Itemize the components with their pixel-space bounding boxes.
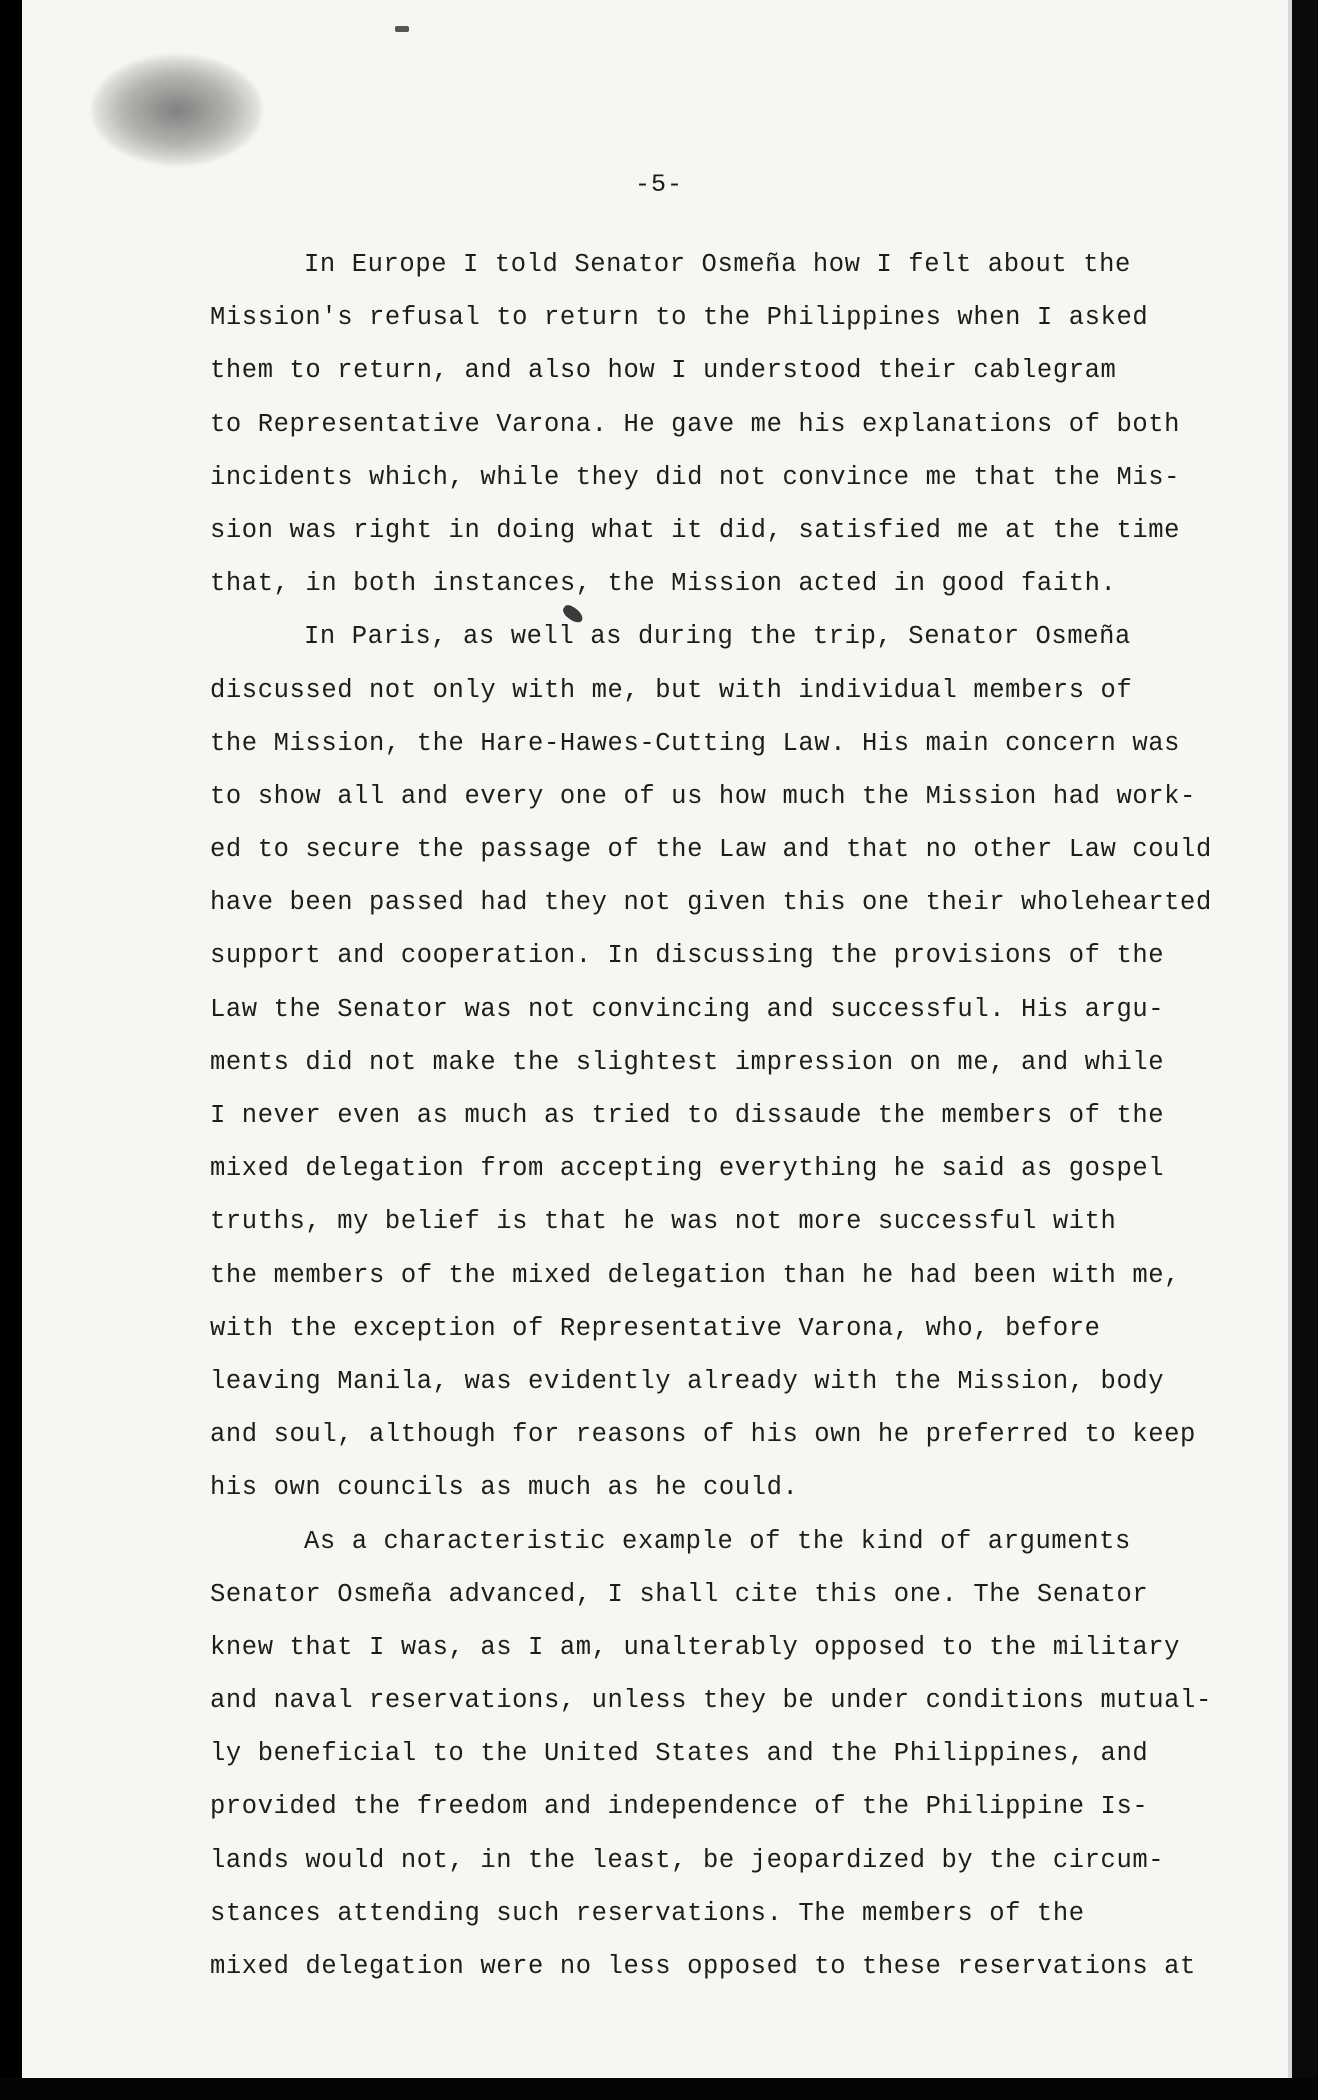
text-line: As a characteristic example of the kind of arguments [304, 1526, 1131, 1556]
ink-smudge [92, 55, 262, 165]
text-line: sion was right in doing what it did, satisfied me at the time [210, 515, 1181, 545]
text-line: that, in both instances, the Mission acted in good faith. [210, 569, 1117, 599]
text-line: lands would not, in the least, be jeopardized by the circum- [210, 1845, 1165, 1875]
text-line: them to return, and also how I understood their cablegram [210, 356, 1117, 386]
text-line: discussed not only with me, but with individual members of [210, 675, 1133, 705]
text-line: stances attending such reservations. The members of the [210, 1898, 1085, 1928]
text-line: the members of the mixed delegation than he had been with me, [210, 1260, 1181, 1290]
text-line: mixed delegation from accepting everything he said as gospel [210, 1154, 1165, 1184]
page-number: -5- [634, 170, 683, 199]
text-line: In Paris, as well as during the trip, Senator Osmeña [304, 622, 1131, 652]
text-line: Mission's refusal to return to the Philippines when I asked [210, 303, 1149, 333]
text-line: with the exception of Representative Varona, who, before [210, 1313, 1101, 1343]
text-line: I never even as much as tried to dissaude the members of the [210, 1101, 1165, 1130]
text-line: his own councils as much as he could. [210, 1473, 799, 1503]
text-line: and soul, although for reasons of his own he preferred to keep [210, 1420, 1196, 1450]
text-line: incidents which, while they did not convince me that the Mis- [210, 462, 1181, 492]
text-line: support and cooperation. In discussing the provisions of the [210, 941, 1165, 971]
text-line: the Mission, the Hare-Hawes-Cutting Law. His main concern was [210, 728, 1181, 758]
text-line: have been passed had they not given this one their wholehearted [210, 888, 1212, 918]
text-line: Law the Senator was not convincing and successful. His argu- [210, 994, 1165, 1024]
text-line: leaving Manila, was evidently already with the Mission, body [210, 1366, 1165, 1396]
text-line: ments did not make the slightest impression on me, and while [210, 1047, 1165, 1077]
text-line: ly beneficial to the United States and the Philippines, and [210, 1739, 1149, 1769]
text-line: provided the freedom and independence of the Philippine Is- [210, 1792, 1149, 1822]
scan-border-right [1292, 0, 1318, 2100]
text-line: and naval reservations, unless they be under conditions mutual- [210, 1686, 1212, 1716]
text-line: truths, my belief is that he was not more successful with [210, 1207, 1117, 1237]
text-line: to Representative Varona. He gave me his explanations of both [210, 409, 1181, 439]
text-line: to show all and every one of us how much the Mission had work- [210, 781, 1196, 811]
body-text [210, 238, 1220, 1993]
text-line: knew that I was, as I am, unalterably opposed to the military [210, 1632, 1181, 1662]
text-line: Senator Osmeña advanced, I shall cite this one. The Senator [210, 1579, 1149, 1609]
text-line: In Europe I told Senator Osmeña how I felt about the [304, 250, 1131, 279]
text-line: mixed delegation were no less opposed to these reservations at [210, 1952, 1196, 1981]
staple-mark [395, 26, 409, 32]
text-line: ed to secure the passage of the Law and that no other Law could [210, 835, 1212, 865]
scan-border-bottom [0, 2078, 1318, 2100]
